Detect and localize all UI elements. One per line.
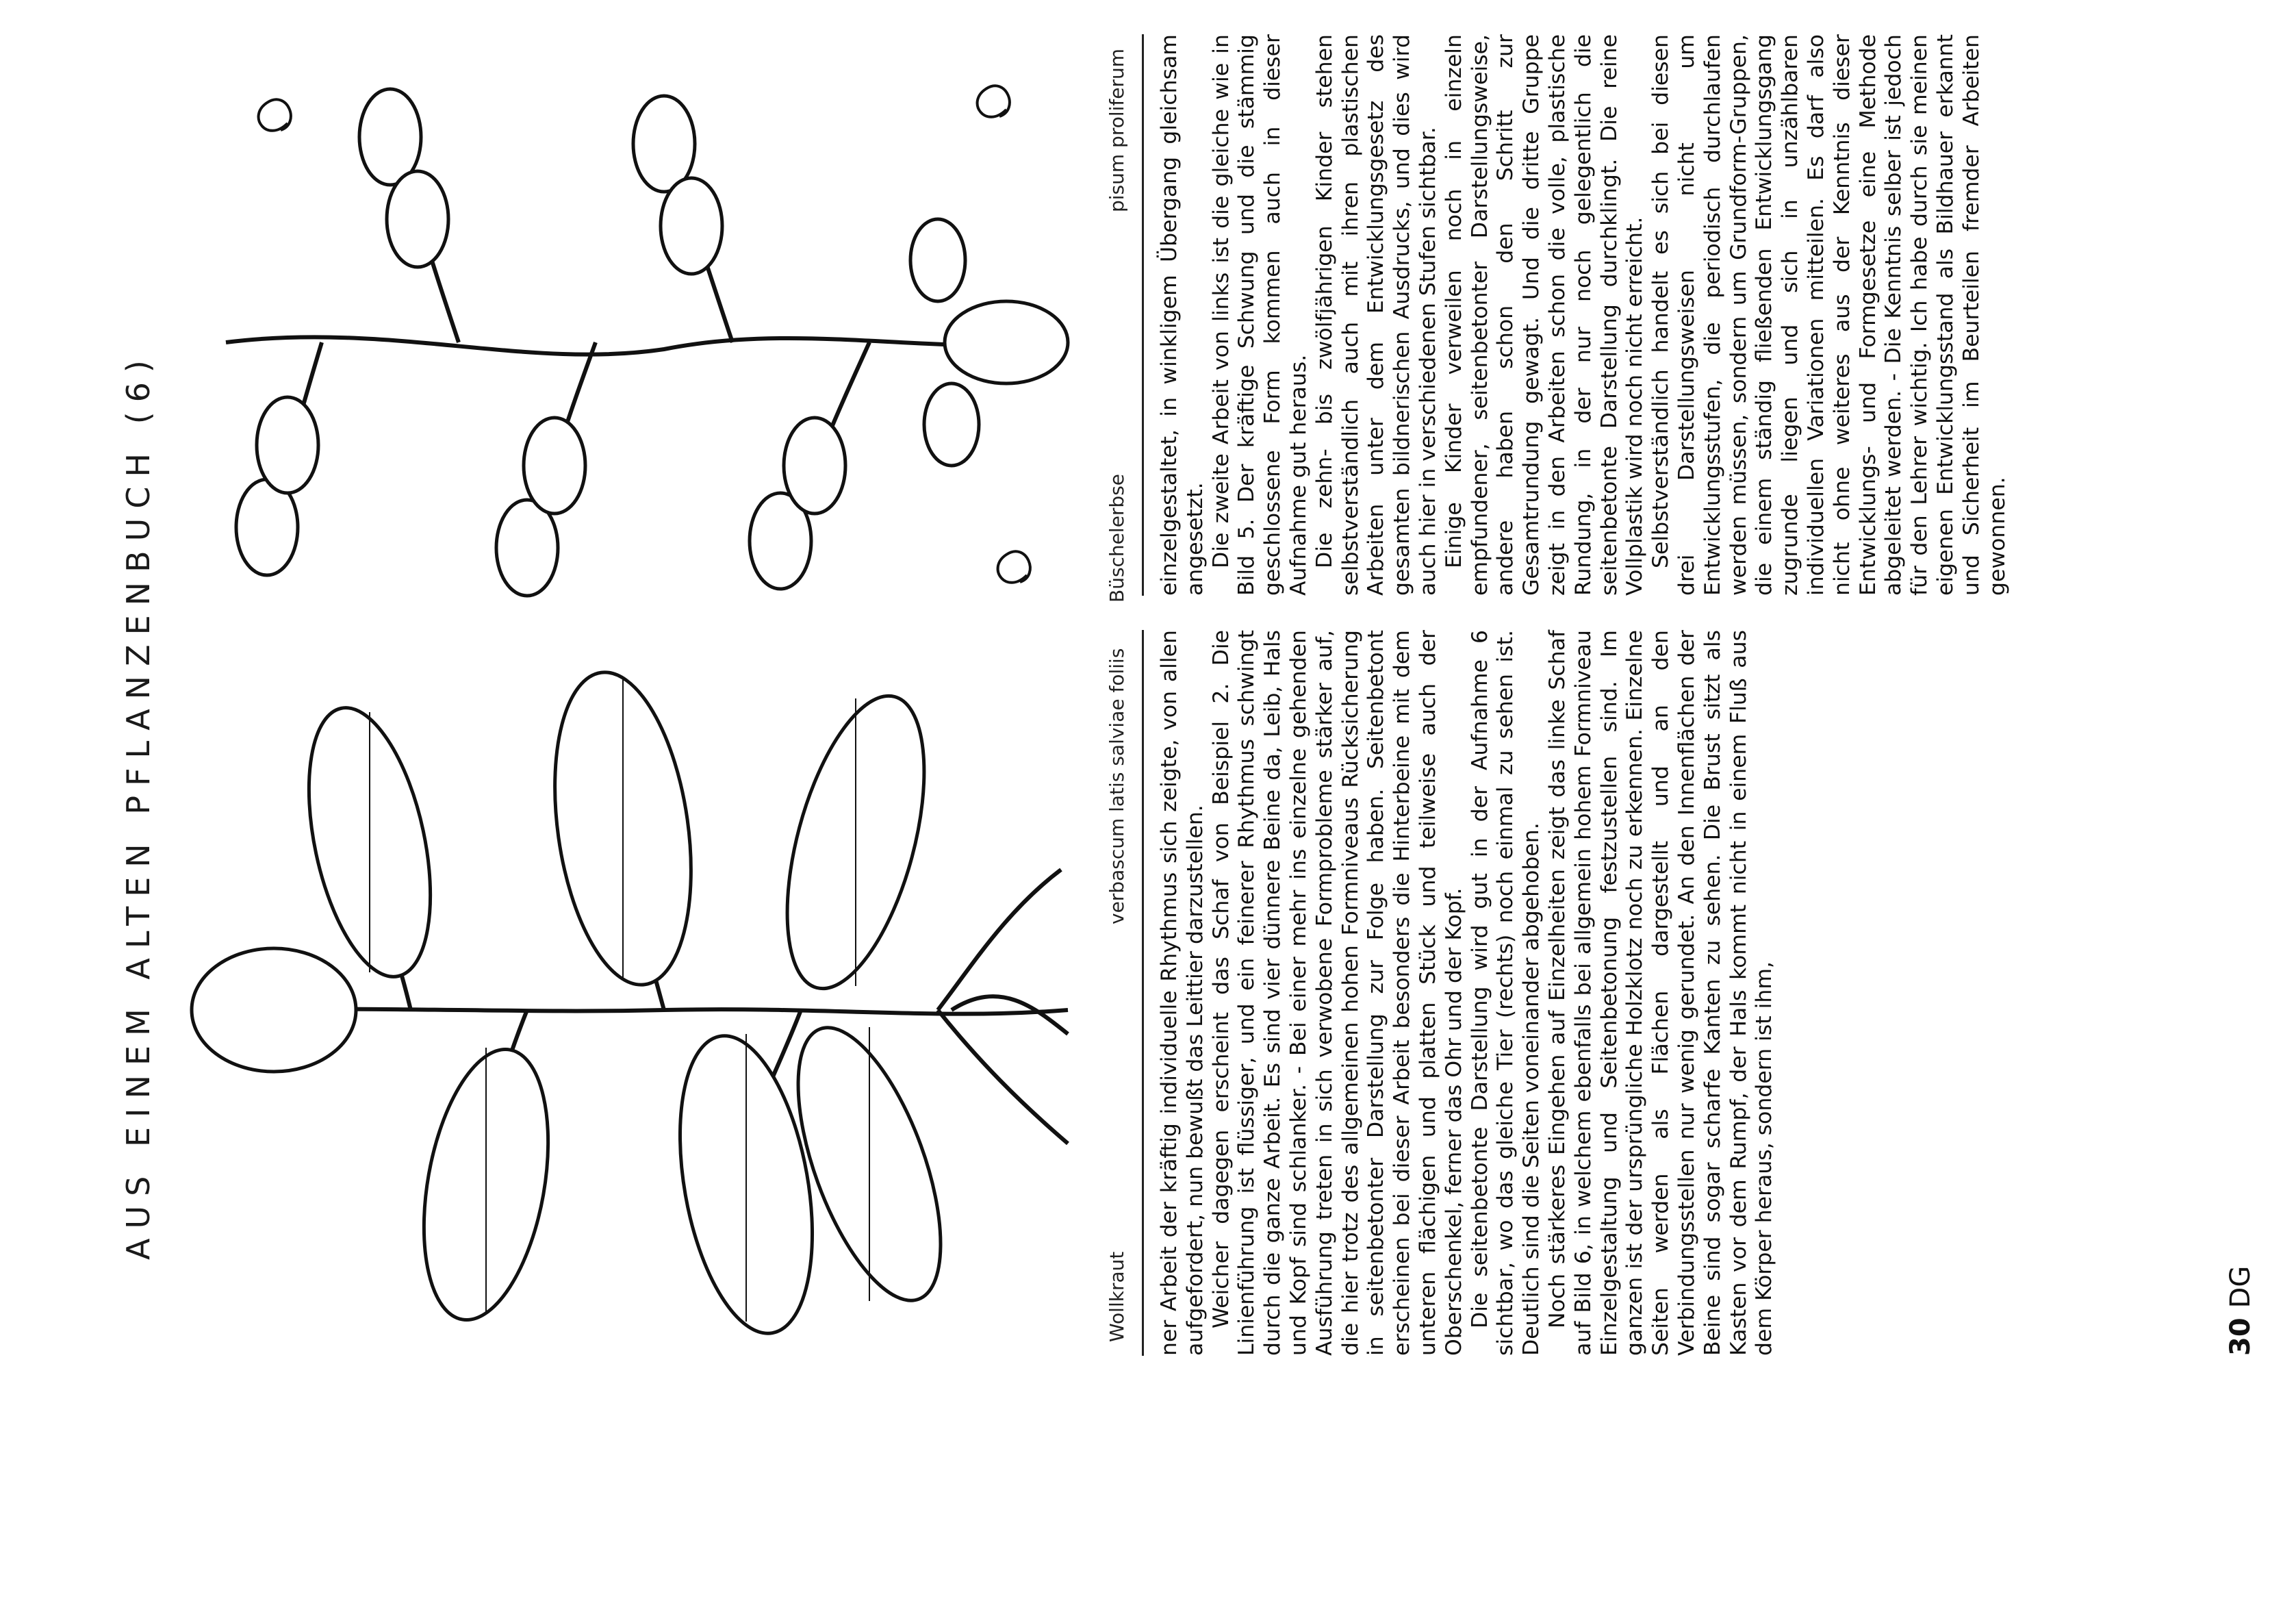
caption-common-name: Wollkraut <box>1106 1251 1128 1342</box>
paragraph: einzelgestaltet, in winkligem Übergang gleichsam angesetzt. <box>1157 34 1208 596</box>
paragraph: Die seitenbetonte Darstellung wird gut in der Aufnahme 6 sichtbar, wo das gleiche Tier (rechts) noch einmal zu sehen ist. Deutlich sind die Seiten voneinander abgehoben. <box>1467 630 1544 1356</box>
paragraph: Selbstverständlich handelt es sich bei diesen drei Darstellungsweisen nicht um Entwicklungsstufen, die periodisch durchlaufen werden müssen, sondern um Grundform-Gruppen, die einem ständig fließenden Entwicklungsgang zugrunde liegen und sich in unzählbaren individuellen Variationen mitteilen. Es darf also nicht ohne weiteres aus der Kenntnis dieser Entwicklungs- und Formgesetze eine Methode abgeleitet werden. - Die Kenntnis selber ist jedoch für den Lehrer wichtig. Ich habe durch sie meinen eigenen Entwicklungsstand als Bildhauer erkannt und Sicherheit im Beurteilen fremder Arbeiten gewonnen. <box>1648 34 2010 596</box>
pea-plant-drawing <box>185 41 1075 644</box>
paragraph: Einige Kinder verweilen noch in einzeln empfundener, seitenbetonter Darstellungsweise, andere haben schon den Schritt zur Gesamtrundung gewagt. Und die dritte Gruppe zeigt in den Arbeiten schon die volle, plastische Rundung, in der nur noch gelegentlich die seitenbetonte Darstellung durchklingt. Die reine Vollplastik wird noch nicht erreicht. <box>1441 34 1648 596</box>
page-number-value: 30 <box>2225 1317 2256 1356</box>
page-title: AUS EINEM ALTEN PFLANZENBUCH (6) <box>120 351 157 1260</box>
paragraph: ner Arbeit der kräftig individuelle Rhythmus sich zeigte, von allen aufgefordert, nun bewußt das Leittier darzustellen. <box>1157 630 1208 1356</box>
text-column-right <box>1157 34 2252 596</box>
separator-rule-right <box>1142 34 1144 596</box>
paragraph: Noch stärkeres Eingehen auf Einzelheiten zeigt das linke Schaf auf Bild 6, in welchem ebenfalls bei allgemein hohem Formniveau Einzelgestaltung und Seitenbetonung festzustellen sind. Im ganzen ist der ursprüngliche Holzklotz noch zu erkennen. Einzelne Seiten werden als Flächen dargestellt und an den Verbindungsstellen nur wenig gerundet. An den Innenflächen der Beine sind sogar scharfe Kanten zu sehen. Die Brust sitzt als Kasten vor dem Rumpf, der Hals kommt nicht in einem Fluß aus dem Körper heraus, sondern ist ihm, <box>1544 630 1777 1356</box>
page-number-suffix: DG <box>2225 1265 2256 1309</box>
caption-latin-name: verbascum latis salviae foliis <box>1106 648 1128 924</box>
woodcut-illustration-wollkraut <box>185 630 1075 1390</box>
separator-rule-left <box>1142 630 1144 1356</box>
caption-verbascum <box>1106 648 1128 924</box>
caption-bueschelerbse <box>1106 474 1128 603</box>
caption-pisum <box>1106 49 1128 212</box>
text-column-left <box>1157 630 2252 1356</box>
paragraph: Die zweite Arbeit von links ist die gleiche wie in Bild 5. Der kräftige Schwung und die stämmig geschlossene Form kommen auch in dieser Aufnahme gut heraus. <box>1208 34 1311 596</box>
mullein-plant-drawing <box>185 630 1075 1390</box>
paragraph: Die zehn- bis zwölfjährigen Kinder stehen selbstverständlich auch mit ihren plastischen Arbeiten unter dem Entwicklungsgesetz des gesamten bildnerischen Ausdrucks, und dies wird auch hier in verschiedenen Stufen sichtbar. <box>1312 34 1440 596</box>
caption-latin-name-right: pisum proliferum <box>1106 48 1128 212</box>
caption-common-name-right: Büschelerbse <box>1106 473 1128 603</box>
page-number <box>2225 1266 2256 1356</box>
woodcut-illustration-bueschelerbse <box>185 41 1075 644</box>
caption-wollkraut <box>1106 1252 1128 1342</box>
paragraph: Weicher dagegen erscheint das Schaf von Beispiel 2. Die Linienführung ist flüssiger, und ein feinerer Rhythmus schwingt durch die ganze Arbeit. Es sind vier dünnere Beine da, Leib, Hals und Kopf sind schlanker. - Bei einer mehr ins einzelne gehenden Ausführung treten in sich verwobene Formprobleme stärker auf, die hier trotz des allgemeinen hohen Formniveaus Rücksicherung in seitenbetonter Darstellung zur Folge haben. Seitenbetont erscheinen bei dieser Arbeit besonders die Hinterbeine mit dem unteren flächigen und platten Stück und teilweise auch der Oberschenkel, ferner das Ohr und der Kopf. <box>1208 630 1466 1356</box>
